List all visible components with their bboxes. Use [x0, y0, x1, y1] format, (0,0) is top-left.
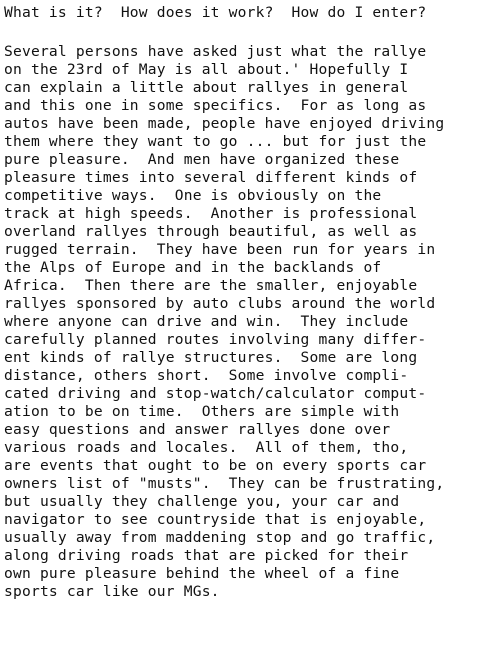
- text-line: owners list of "musts". They can be frustrating,: [4, 475, 445, 492]
- text-line: easy questions and answer rallyes done over: [4, 421, 391, 438]
- text-line: along driving roads that are picked for their: [4, 547, 409, 564]
- text-line: autos have been made, people have enjoyed driving: [4, 115, 445, 132]
- document-heading: What is it? How does it work? How do I enter?: [4, 4, 427, 21]
- text-line: the Alps of Europe and in the backlands of: [4, 259, 382, 276]
- text-line: distance, others short. Some involve compli-: [4, 367, 409, 384]
- text-line: ation to be on time. Others are simple with: [4, 403, 400, 420]
- text-line: track at high speeds. Another is professional: [4, 205, 418, 222]
- text-line: navigator to see countryside that is enjoyable,: [4, 511, 427, 528]
- text-line: Several persons have asked just what the rallye: [4, 43, 427, 60]
- text-line: but usually they challenge you, your car and: [4, 493, 400, 510]
- text-line: usually away from maddening stop and go traffic,: [4, 529, 436, 546]
- text-line: sports car like our MGs.: [4, 583, 220, 600]
- text-line: overland rallyes through beautiful, as well as: [4, 223, 418, 240]
- text-line: pure pleasure. And men have organized these: [4, 151, 400, 168]
- text-line: pleasure times into several different kinds of: [4, 169, 418, 186]
- text-line: can explain a little about rallyes in general: [4, 79, 409, 96]
- text-line: various roads and locales. All of them, tho,: [4, 439, 409, 456]
- text-line: and this one in some specifics. For as long as: [4, 97, 427, 114]
- text-line: Africa. Then there are the smaller, enjoyable: [4, 277, 418, 294]
- text-line: where anyone can drive and win. They include: [4, 313, 409, 330]
- text-line: rallyes sponsored by auto clubs around the world: [4, 295, 436, 312]
- text-line: rugged terrain. They have been run for years in: [4, 241, 436, 258]
- text-line: them where they want to go ... but for just the: [4, 133, 427, 150]
- text-line: cated driving and stop-watch/calculator comput-: [4, 385, 427, 402]
- text-line: competitive ways. One is obviously on the: [4, 187, 382, 204]
- document-body: [4, 43, 444, 601]
- text-line: own pure pleasure behind the wheel of a fine: [4, 565, 400, 582]
- text-line: are events that ought to be on every sports car: [4, 457, 427, 474]
- text-line: on the 23rd of May is all about.' Hopefully I: [4, 61, 409, 78]
- text-line: carefully planned routes involving many differ-: [4, 331, 427, 348]
- text-line: ent kinds of rallye structures. Some are long: [4, 349, 418, 366]
